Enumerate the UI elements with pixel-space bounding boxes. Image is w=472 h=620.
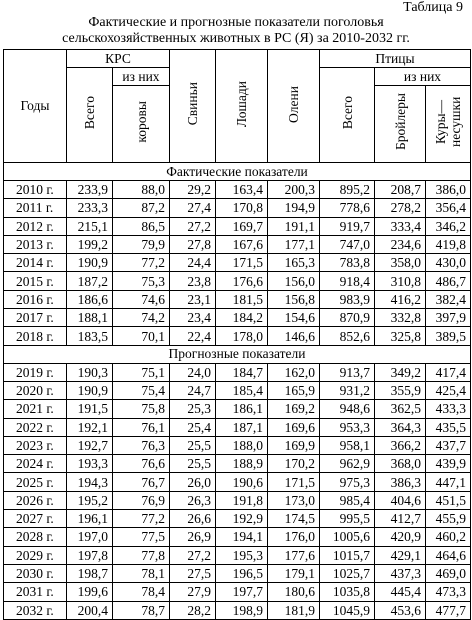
value-cell: 975,3 <box>320 473 375 491</box>
year-cell: 2021 г. <box>4 400 67 418</box>
value-cell: 156,8 <box>268 290 320 308</box>
value-cell: 75,1 <box>113 363 170 381</box>
header-krs-of-them: из них <box>113 68 170 86</box>
value-cell: 382,4 <box>426 290 471 308</box>
table-row <box>4 491 471 509</box>
value-cell: 24,7 <box>170 381 216 399</box>
value-cell: 197,0 <box>67 528 113 546</box>
value-cell: 199,2 <box>67 235 113 253</box>
value-cell: 477,7 <box>426 601 471 619</box>
year-cell: 2029 г. <box>4 546 67 564</box>
value-cell: 332,8 <box>375 309 426 327</box>
value-cell: 190,3 <box>67 363 113 381</box>
value-cell: 368,0 <box>375 455 426 473</box>
table-row <box>4 436 471 454</box>
value-cell: 919,7 <box>320 217 375 235</box>
table-row <box>4 455 471 473</box>
value-cell: 355,9 <box>375 381 426 399</box>
value-cell: 195,2 <box>67 491 113 509</box>
table-caption-line2: сельскохозяйственных животных в РС (Я) за 2010-2032 гг. <box>62 31 410 46</box>
value-cell: 192,7 <box>67 436 113 454</box>
value-cell: 79,9 <box>113 235 170 253</box>
value-cell: 70,1 <box>113 327 170 345</box>
value-cell: 23,4 <box>170 309 216 327</box>
value-cell: 358,0 <box>375 254 426 272</box>
year-cell: 2024 г. <box>4 455 67 473</box>
value-cell: 430,0 <box>426 254 471 272</box>
value-cell: 364,3 <box>375 418 426 436</box>
value-cell: 197,8 <box>67 546 113 564</box>
table-row <box>4 272 471 290</box>
value-cell: 349,2 <box>375 363 426 381</box>
value-cell: 192,1 <box>67 418 113 436</box>
value-cell: 197,7 <box>216 583 268 601</box>
value-cell: 74,2 <box>113 309 170 327</box>
value-cell: 25,5 <box>170 455 216 473</box>
value-cell: 76,7 <box>113 473 170 491</box>
value-cell: 167,6 <box>216 235 268 253</box>
value-cell: 447,1 <box>426 473 471 491</box>
value-cell: 27,4 <box>170 199 216 217</box>
value-cell: 165,9 <box>268 381 320 399</box>
value-cell: 87,2 <box>113 199 170 217</box>
value-cell: 473,3 <box>426 583 471 601</box>
value-cell: 234,6 <box>375 235 426 253</box>
table-row <box>4 290 471 308</box>
value-cell: 163,4 <box>216 181 268 199</box>
value-cell: 75,3 <box>113 272 170 290</box>
table-row <box>4 564 471 582</box>
value-cell: 184,7 <box>216 363 268 381</box>
value-cell: 170,2 <box>268 455 320 473</box>
value-cell: 200,4 <box>67 601 113 619</box>
table-row <box>4 327 471 345</box>
value-cell: 187,1 <box>216 418 268 436</box>
value-cell: 464,6 <box>426 546 471 564</box>
value-cell: 188,9 <box>216 455 268 473</box>
value-cell: 171,5 <box>216 254 268 272</box>
value-cell: 190,9 <box>67 381 113 399</box>
value-cell: 190,6 <box>216 473 268 491</box>
value-cell: 178,0 <box>216 327 268 345</box>
value-cell: 169,9 <box>268 436 320 454</box>
value-cell: 179,1 <box>268 564 320 582</box>
value-cell: 185,4 <box>216 381 268 399</box>
value-cell: 181,5 <box>216 290 268 308</box>
value-cell: 26,9 <box>170 528 216 546</box>
value-cell: 194,3 <box>67 473 113 491</box>
value-cell: 437,7 <box>426 436 471 454</box>
value-cell: 233,9 <box>67 181 113 199</box>
header-birds: Птицы <box>320 50 471 68</box>
value-cell: 162,0 <box>268 363 320 381</box>
value-cell: 27,2 <box>170 217 216 235</box>
value-cell: 1025,7 <box>320 564 375 582</box>
value-cell: 895,2 <box>320 181 375 199</box>
table-row <box>4 254 471 272</box>
year-cell: 2018 г. <box>4 327 67 345</box>
table-row <box>4 309 471 327</box>
value-cell: 983,9 <box>320 290 375 308</box>
value-cell: 77,2 <box>113 510 170 528</box>
value-cell: 194,1 <box>216 528 268 546</box>
value-cell: 86,5 <box>113 217 170 235</box>
header-krs-total: Всего <box>67 68 113 163</box>
value-cell: 958,1 <box>320 436 375 454</box>
year-cell: 2017 г. <box>4 309 67 327</box>
table-row <box>4 510 471 528</box>
value-cell: 215,1 <box>67 217 113 235</box>
value-cell: 451,5 <box>426 491 471 509</box>
value-cell: 181,9 <box>268 601 320 619</box>
value-cell: 26,0 <box>170 473 216 491</box>
year-cell: 2027 г. <box>4 510 67 528</box>
header-deer: Олени <box>268 50 320 163</box>
value-cell: 386,0 <box>426 181 471 199</box>
value-cell: 78,1 <box>113 564 170 582</box>
value-cell: 233,3 <box>67 199 113 217</box>
value-cell: 177,1 <box>268 235 320 253</box>
header-krs: КРС <box>67 50 170 68</box>
value-cell: 165,3 <box>268 254 320 272</box>
value-cell: 460,2 <box>426 528 471 546</box>
value-cell: 198,9 <box>216 601 268 619</box>
year-cell: 2013 г. <box>4 235 67 253</box>
value-cell: 325,8 <box>375 327 426 345</box>
value-cell: 191,5 <box>67 400 113 418</box>
value-cell: 1015,7 <box>320 546 375 564</box>
year-cell: 2023 г. <box>4 436 67 454</box>
table-row <box>4 601 471 619</box>
year-cell: 2012 г. <box>4 217 67 235</box>
year-cell: 2019 г. <box>4 363 67 381</box>
value-cell: 188,0 <box>216 436 268 454</box>
value-cell: 425,4 <box>426 381 471 399</box>
value-cell: 190,9 <box>67 254 113 272</box>
value-cell: 171,5 <box>268 473 320 491</box>
value-cell: 985,4 <box>320 491 375 509</box>
value-cell: 437,3 <box>375 564 426 582</box>
value-cell: 173,0 <box>268 491 320 509</box>
value-cell: 1035,8 <box>320 583 375 601</box>
value-cell: 412,7 <box>375 510 426 528</box>
table-row <box>4 418 471 436</box>
value-cell: 25,4 <box>170 418 216 436</box>
value-cell: 77,5 <box>113 528 170 546</box>
value-cell: 435,5 <box>426 418 471 436</box>
value-cell: 154,6 <box>268 309 320 327</box>
value-cell: 208,7 <box>375 181 426 199</box>
value-cell: 953,3 <box>320 418 375 436</box>
table-row <box>4 181 471 199</box>
value-cell: 156,0 <box>268 272 320 290</box>
value-cell: 77,8 <box>113 546 170 564</box>
section-actual: Фактические показатели <box>4 163 471 181</box>
value-cell: 76,9 <box>113 491 170 509</box>
value-cell: 22,4 <box>170 327 216 345</box>
year-cell: 2015 г. <box>4 272 67 290</box>
value-cell: 170,8 <box>216 199 268 217</box>
value-cell: 389,5 <box>426 327 471 345</box>
year-cell: 2014 г. <box>4 254 67 272</box>
value-cell: 1005,6 <box>320 528 375 546</box>
table-body <box>4 163 471 620</box>
header-layers: Куры—несушки <box>426 86 471 163</box>
value-cell: 439,9 <box>426 455 471 473</box>
table-row <box>4 381 471 399</box>
value-cell: 25,3 <box>170 400 216 418</box>
value-cell: 74,6 <box>113 290 170 308</box>
value-cell: 192,9 <box>216 510 268 528</box>
value-cell: 747,0 <box>320 235 375 253</box>
value-cell: 366,2 <box>375 436 426 454</box>
year-cell: 2010 г. <box>4 181 67 199</box>
table-row <box>4 546 471 564</box>
value-cell: 77,2 <box>113 254 170 272</box>
value-cell: 995,5 <box>320 510 375 528</box>
header-cows: коровы <box>113 86 170 163</box>
table-row <box>4 217 471 235</box>
value-cell: 196,5 <box>216 564 268 582</box>
value-cell: 191,8 <box>216 491 268 509</box>
value-cell: 88,0 <box>113 181 170 199</box>
value-cell: 918,4 <box>320 272 375 290</box>
value-cell: 75,4 <box>113 381 170 399</box>
value-cell: 198,7 <box>67 564 113 582</box>
value-cell: 183,5 <box>67 327 113 345</box>
value-cell: 26,3 <box>170 491 216 509</box>
year-cell: 2025 г. <box>4 473 67 491</box>
value-cell: 455,9 <box>426 510 471 528</box>
value-cell: 76,6 <box>113 455 170 473</box>
value-cell: 445,4 <box>375 583 426 601</box>
value-cell: 28,2 <box>170 601 216 619</box>
value-cell: 26,6 <box>170 510 216 528</box>
header-broilers: Бройлеры <box>375 86 426 163</box>
year-cell: 2022 г. <box>4 418 67 436</box>
value-cell: 469,0 <box>426 564 471 582</box>
value-cell: 24,4 <box>170 254 216 272</box>
value-cell: 417,4 <box>426 363 471 381</box>
year-cell: 2028 г. <box>4 528 67 546</box>
value-cell: 187,2 <box>67 272 113 290</box>
table-row <box>4 235 471 253</box>
value-cell: 778,6 <box>320 199 375 217</box>
year-cell: 2016 г. <box>4 290 67 308</box>
header-years: Годы <box>4 50 67 163</box>
value-cell: 29,2 <box>170 181 216 199</box>
value-cell: 310,8 <box>375 272 426 290</box>
value-cell: 27,5 <box>170 564 216 582</box>
year-cell: 2011 г. <box>4 199 67 217</box>
value-cell: 176,0 <box>268 528 320 546</box>
value-cell: 146,6 <box>268 327 320 345</box>
value-cell: 404,6 <box>375 491 426 509</box>
value-cell: 169,6 <box>268 418 320 436</box>
value-cell: 24,0 <box>170 363 216 381</box>
value-cell: 278,2 <box>375 199 426 217</box>
table-row <box>4 473 471 491</box>
value-cell: 76,3 <box>113 436 170 454</box>
value-cell: 362,5 <box>375 400 426 418</box>
value-cell: 931,2 <box>320 381 375 399</box>
value-cell: 486,7 <box>426 272 471 290</box>
year-cell: 2026 г. <box>4 491 67 509</box>
value-cell: 25,5 <box>170 436 216 454</box>
livestock-table <box>3 49 471 620</box>
value-cell: 200,3 <box>268 181 320 199</box>
value-cell: 196,1 <box>67 510 113 528</box>
value-cell: 76,1 <box>113 418 170 436</box>
value-cell: 27,2 <box>170 546 216 564</box>
value-cell: 948,6 <box>320 400 375 418</box>
value-cell: 78,7 <box>113 601 170 619</box>
value-cell: 169,7 <box>216 217 268 235</box>
section-forecast: Прогнозные показатели <box>4 345 471 363</box>
table-row <box>4 400 471 418</box>
value-cell: 186,6 <box>67 290 113 308</box>
table-row <box>4 528 471 546</box>
value-cell: 420,9 <box>375 528 426 546</box>
value-cell: 176,6 <box>216 272 268 290</box>
table-row <box>4 199 471 217</box>
value-cell: 783,8 <box>320 254 375 272</box>
value-cell: 188,1 <box>67 309 113 327</box>
value-cell: 27,9 <box>170 583 216 601</box>
value-cell: 419,8 <box>426 235 471 253</box>
value-cell: 78,4 <box>113 583 170 601</box>
value-cell: 23,8 <box>170 272 216 290</box>
value-cell: 27,8 <box>170 235 216 253</box>
value-cell: 186,1 <box>216 400 268 418</box>
value-cell: 193,3 <box>67 455 113 473</box>
value-cell: 169,2 <box>268 400 320 418</box>
header-birds-total: Всего <box>320 68 375 163</box>
value-cell: 346,2 <box>426 217 471 235</box>
year-cell: 2030 г. <box>4 564 67 582</box>
header-birds-of-them: из них <box>375 68 471 86</box>
value-cell: 23,1 <box>170 290 216 308</box>
table-number: Таблица 9 <box>403 0 463 15</box>
value-cell: 180,6 <box>268 583 320 601</box>
value-cell: 184,2 <box>216 309 268 327</box>
header-horses: Лошади <box>216 50 268 163</box>
value-cell: 356,4 <box>426 199 471 217</box>
year-cell: 2031 г. <box>4 583 67 601</box>
table-caption-line1: Фактические и прогнозные показатели поголовья <box>88 15 384 30</box>
value-cell: 870,9 <box>320 309 375 327</box>
value-cell: 195,3 <box>216 546 268 564</box>
value-cell: 75,8 <box>113 400 170 418</box>
value-cell: 453,6 <box>375 601 426 619</box>
value-cell: 177,6 <box>268 546 320 564</box>
value-cell: 397,9 <box>426 309 471 327</box>
value-cell: 852,6 <box>320 327 375 345</box>
year-cell: 2020 г. <box>4 381 67 399</box>
value-cell: 433,3 <box>426 400 471 418</box>
header-pigs: Свиньи <box>170 50 216 163</box>
value-cell: 333,4 <box>375 217 426 235</box>
value-cell: 174,5 <box>268 510 320 528</box>
value-cell: 416,2 <box>375 290 426 308</box>
table-row <box>4 363 471 381</box>
value-cell: 962,9 <box>320 455 375 473</box>
value-cell: 429,1 <box>375 546 426 564</box>
value-cell: 913,7 <box>320 363 375 381</box>
value-cell: 199,6 <box>67 583 113 601</box>
value-cell: 1045,9 <box>320 601 375 619</box>
value-cell: 386,3 <box>375 473 426 491</box>
year-cell: 2032 г. <box>4 601 67 619</box>
value-cell: 191,1 <box>268 217 320 235</box>
table-row <box>4 583 471 601</box>
value-cell: 194,9 <box>268 199 320 217</box>
